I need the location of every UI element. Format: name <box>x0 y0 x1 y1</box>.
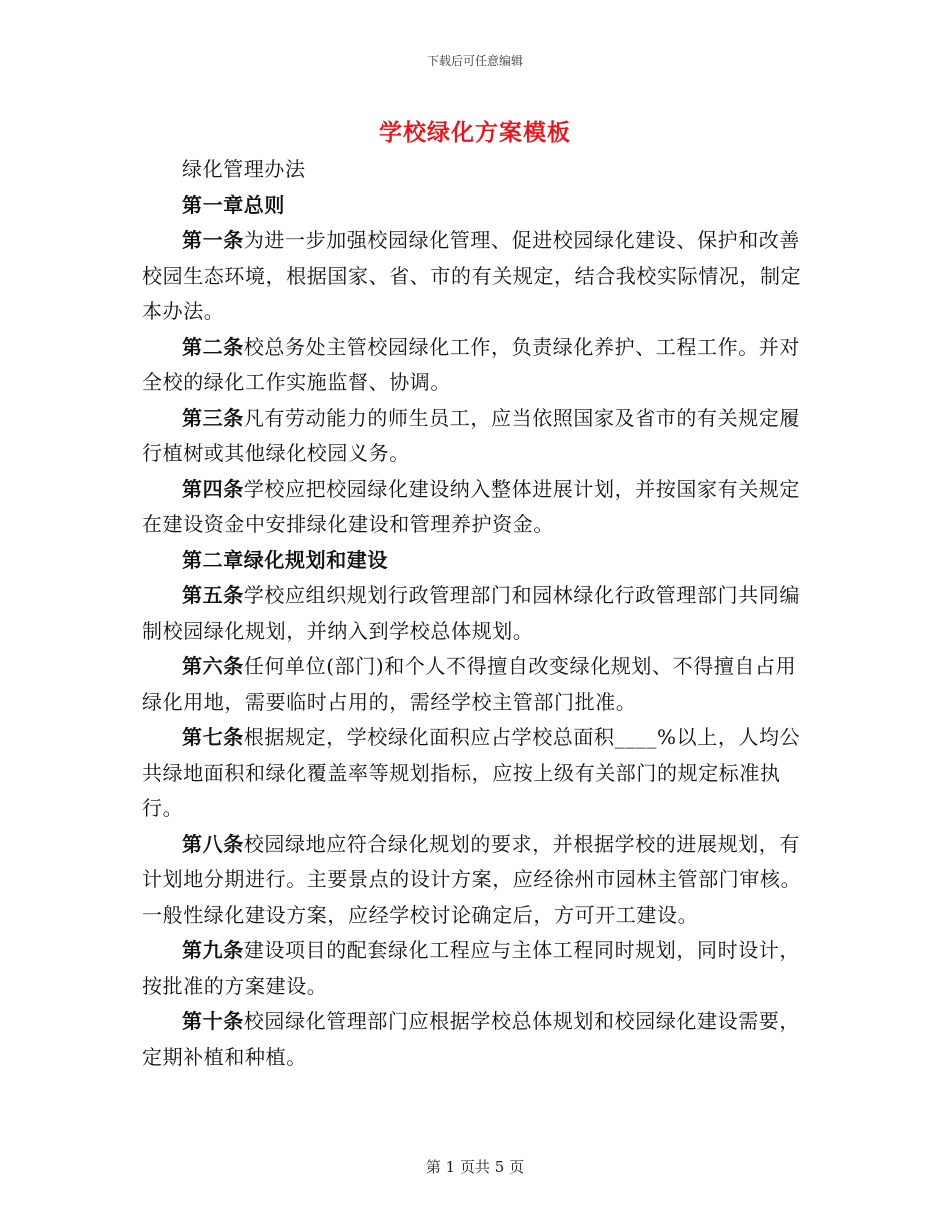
article-4 <box>142 472 808 543</box>
article-text: 学校应组织规划行政管理部门和园林绿化行政管理部门共同编制校园绿化规划，并纳入到学校总体规划。 <box>142 583 801 643</box>
article-7 <box>142 720 808 827</box>
page-header: 下载后可任意编辑 <box>426 54 523 68</box>
article-label: 第九条 <box>182 938 244 962</box>
article-6 <box>142 649 808 720</box>
article-text: 任何单位(部门)和个人不得擅自改变绿化规划、不得擅自占用绿化用地，需要临时占用的，需经学校主管部门批准。 <box>142 654 797 714</box>
article-label: 第十条 <box>182 1009 244 1033</box>
article-text: 校园绿地应符合绿化规划的要求，并根据学校的进展规划，有计划地分期进行。主要景点的设计方案，应经徐州市园林主管部门审核。一般性绿化建设方案，应经学校讨论确定后，方可开工建设。 <box>142 831 802 927</box>
article-9 <box>142 933 808 1004</box>
document-body <box>142 152 808 1075</box>
section-subtitle: 绿化管理办法 <box>182 157 306 181</box>
article-text: 根据规定，学校绿化面积应占学校总面积____%以上，人均公共绿地面积和绿化覆盖率等规划指标，应按上级有关部门的规定标准执行。 <box>142 725 801 820</box>
article-text: 为进一步加强校园绿化管理、促进校园绿化建设、保护和改善校园生态环境，根据国家、省、市的有关规定，结合我校实际情况，制定本办法。 <box>142 228 802 323</box>
article-text: 建设项目的配套绿化工程应与主体工程同时规划，同时设计，按批准的方案建设。 <box>142 938 801 998</box>
article-text: 校园绿化管理部门应根据学校总体规划和校园绿化建设需要，定期补植和种植。 <box>142 1009 801 1069</box>
article-label: 第一条 <box>182 228 244 252</box>
article-label: 第五条 <box>182 583 244 607</box>
article-text: 校总务处主管校园绿化工作，负责绿化养护、工程工作。并对全校的绿化工作实施监督、协调。 <box>142 334 801 394</box>
article-text: 学校应把校园绿化建设纳入整体进展计划，并按国家有关规定在建设资金中安排绿化建设和管理养护资金。 <box>142 476 801 536</box>
article-label: 第七条 <box>182 725 244 749</box>
article-10 <box>142 1004 808 1075</box>
article-2 <box>142 330 808 401</box>
article-8 <box>142 827 808 934</box>
article-label: 第八条 <box>182 831 244 856</box>
document-title: 学校绿化方案模板 <box>379 119 571 146</box>
article-label: 第二条 <box>182 334 244 359</box>
article-label: 第四条 <box>182 476 244 501</box>
article-label: 第六条 <box>182 654 244 678</box>
article-1 <box>142 223 808 330</box>
article-text: 凡有劳动能力的师生员工，应当依照国家及省市的有关规定履行植树或其他绿化校园义务。 <box>142 405 801 465</box>
article-3 <box>142 401 808 472</box>
article-5 <box>142 578 808 649</box>
chapter-heading: 第二章绿化规划和建设 <box>182 547 388 572</box>
chapter-heading: 第一章总则 <box>182 192 285 217</box>
article-label: 第三条 <box>182 405 244 430</box>
page-footer: 第 1 页共 5 页 <box>425 1158 525 1176</box>
